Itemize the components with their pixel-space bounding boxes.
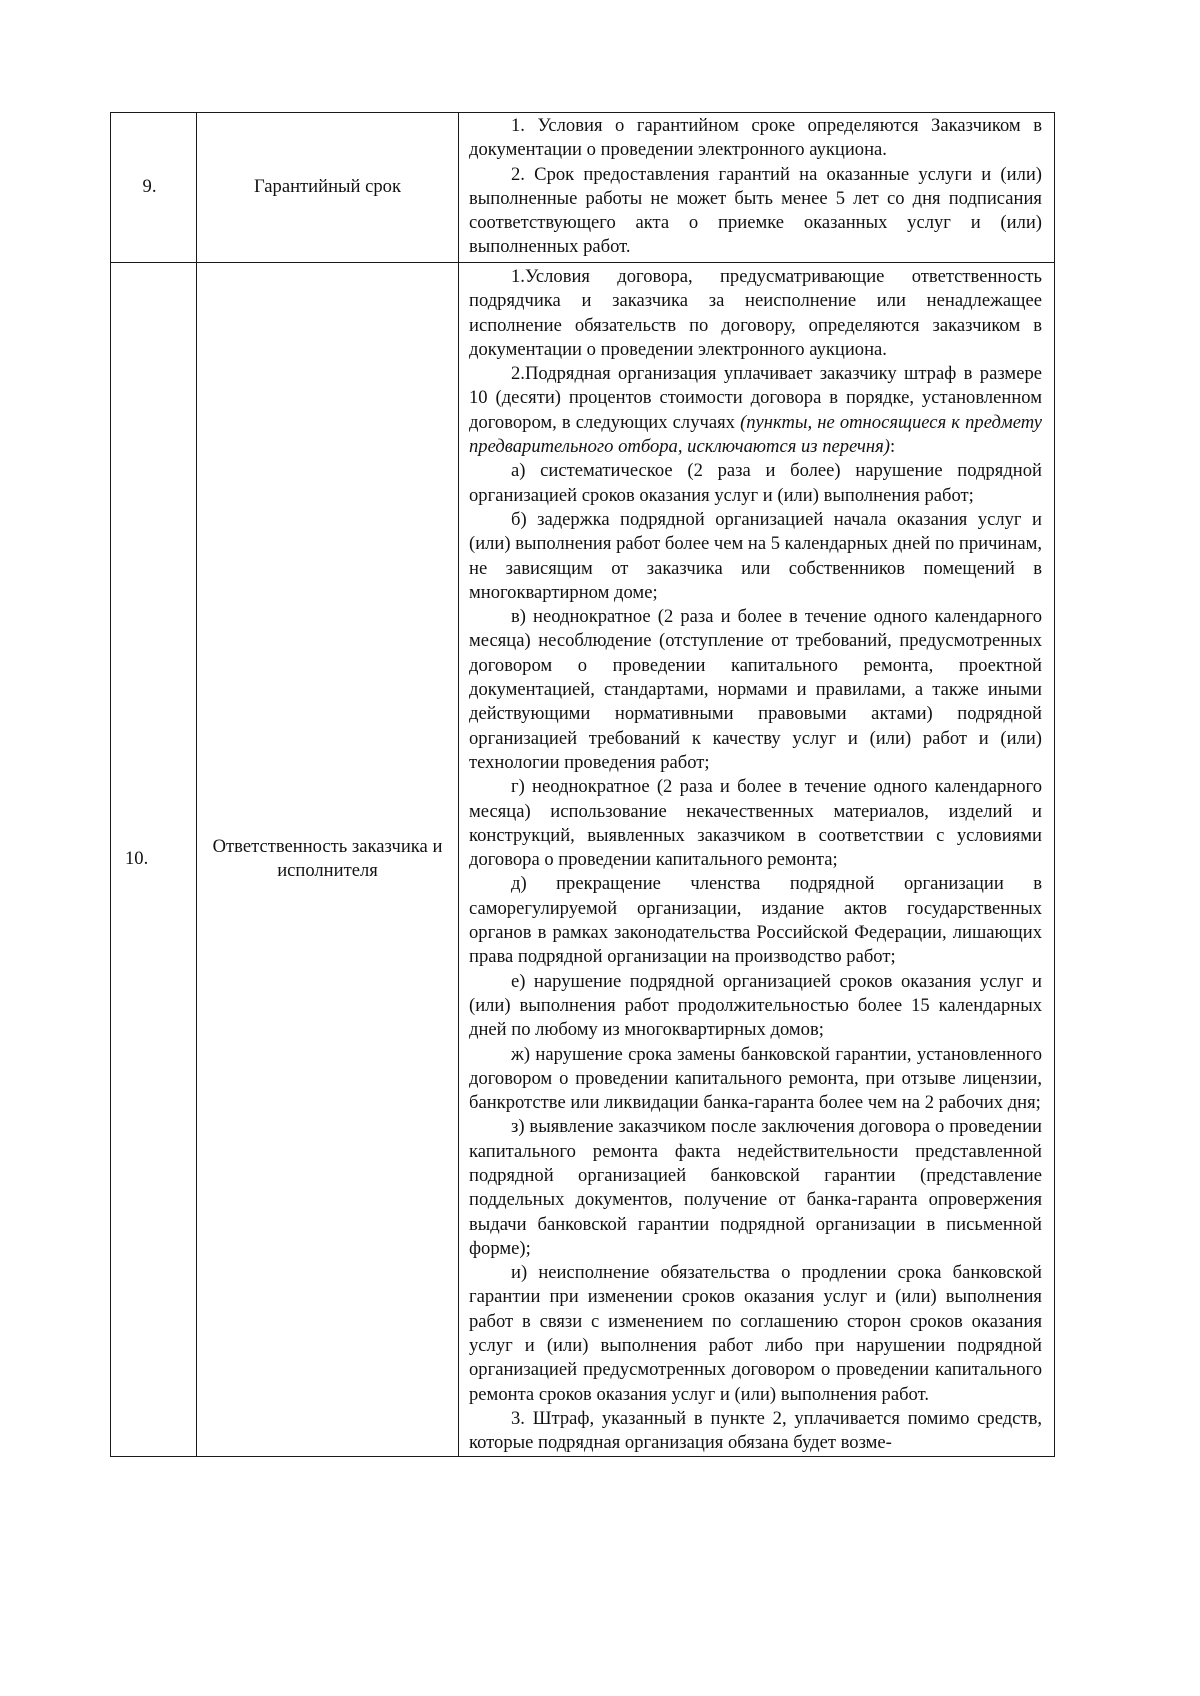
row-title: Гарантийный срок [197,113,459,263]
paragraph: 1. Условия о гарантийном сроке определяются Заказчиком в документации о проведении электронного аукциона. [469,115,1042,161]
row-number: 10. [111,263,197,1457]
paragraph-colon: : [889,436,896,458]
row-content [459,113,1055,263]
row-title: Ответственность заказчика и исполнителя [197,263,459,1457]
paragraph-main-text: 2.Подрядная организация уплачивает заказчику штраф в размере 10 (десяти) процентов стоимости договора в порядке, установленном договором, в следующих случаях [469,363,1042,433]
paragraph: а) систематическое (2 раза и более) нарушение подрядной организацией сроков оказания услуг и (или) выполнения работ; [469,460,1042,506]
paragraph: д) прекращение членства подрядной организации в саморегулируемой организации, издание актов государственных органов в рамках законодательства Российской Федерации, лишающих права подрядной организации на производство работ; [469,873,1042,968]
paragraph: 2. Срок предоставления гарантий на оказанные услуги и (или) выполненные работы не может быть менее 5 лет со дня подписания соответствующего акта о приемке оказанных услуг и (или) выполненных работ. [469,163,1042,258]
table-row-10 [111,263,1055,1457]
conditions-table [110,112,1055,1457]
paragraph: ж) нарушение срока замены банковской гарантии, установленного договором о проведении капитального ремонта, при отзыве лицензии, банкротстве или ликвидации банка-гаранта более чем на 2 рабочих дня; [469,1043,1042,1114]
paragraph: и) неисполнение обязательства о продлении срока банковской гарантии при изменении сроков оказания услуг и (или) выполнения работ в связи с изменением по соглашению сторон сроков оказания услуг и (или) выполнения работ либо при нарушении подрядной организацией предусмотренных договором о проведении капитального ремонта сроков оказания услуг и (или) выполнения работ. [469,1262,1042,1405]
paragraph: в) неоднократное (2 раза и более в течение одного календарного месяца) несоблюдение (отступление от требований, предусмотренных договором о проведении капитального ремонта, проектной документацией, стандартами, нормами и правилами, а также иными действующими нормативными правовыми актами) подрядной организацией требований к качеству услуг и (или) работ и (или) технологии проведения работ; [469,606,1042,773]
table-row-9 [111,113,1055,263]
paragraph [469,362,1042,459]
paragraph: 3. Штраф, указанный в пункте 2, уплачивается помимо средств, которые подрядная организация обязана будет возме- [469,1407,1042,1454]
row-number: 9. [111,113,197,263]
paragraph: 1.Условия договора, предусматривающие ответственность подрядчика и заказчика за неисполнение или ненадлежащее исполнение обязательств по договору, определяются заказчиком в документации о проведении электронного аукциона. [469,266,1042,360]
row-content [459,263,1055,1457]
paragraph: г) неоднократное (2 раза и более в течение одного календарного месяца) использование некачественных материалов, изделий и конструкций, выявленных заказчиком в соответствии с условиями договора о проведении капитального ремонта; [469,776,1042,871]
paragraph: е) нарушение подрядной организацией сроков оказания услуг и (или) выполнения работ продолжительностью более 15 календарных дней по любому из многоквартирных домов; [469,970,1042,1041]
paragraph: з) выявление заказчиком после заключения договора о проведении капитального ремонта факта недействительности представленной подрядной организацией банковской гарантии (представление поддельных документов, получение от банка-гаранта опровержения выдачи банковской гарантии подрядной организации в письменной форме); [469,1116,1042,1259]
paragraph-italic-note: (пункты, не относящиеся к предмету предварительного отбора, исключаются из перечня) [469,411,1042,458]
paragraph: б) задержка подрядной организацией начала оказания услуг и (или) выполнения работ более чем на 5 календарных дней по причинам, не зависящим от заказчика или собственников помещений в многоквартирном доме; [469,508,1042,603]
